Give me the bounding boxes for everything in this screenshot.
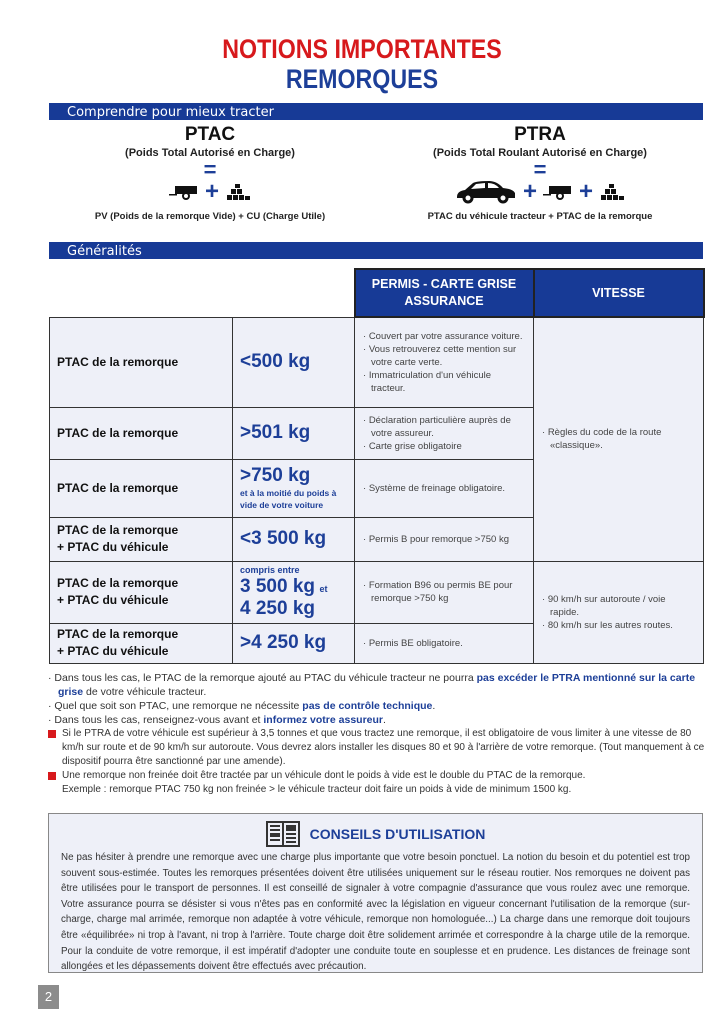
speed-limits: · 90 km/h sur autoroute / voie rapide. · 80 km/h sur les autres routes. [534,561,704,663]
page-number: 2 [38,985,59,1009]
title-line-2: REMORQUES [285,64,439,94]
ptra-formula [390,124,690,222]
ptac-formula [60,124,360,222]
row-value: >501 kg [233,407,355,459]
row-info: · Couvert par votre assurance voiture. · Vous retrouverez cette mention sur votre carte verte. · Immatriculation d'un véhicule tracteur. [355,317,534,407]
plus-sign: + [522,178,537,205]
trailer-icon [169,183,199,201]
section-header-label: Comprendre pour mieux tracter [67,105,274,120]
speed-classic: · Règles du code de la route «classique». [534,317,704,561]
row-label: PTAC de la remorque + PTAC du véhicule [50,623,233,663]
row-label: PTAC de la remorque + PTAC du véhicule [50,517,233,561]
section-header-generalites [49,242,703,259]
ptac-caption: PV (Poids de la remorque Vide) + CU (Charge Utile) [94,211,326,222]
advice-body: Ne pas hésiter à prendre une remorque avec une charge plus importante que votre besoin ponctuel. La notion du besoin et du potentiel est trop souvent sous-estimée. Toutes les remorques présentées doivent être utilisées uniquement sur le réseau routier. Nos remorques ne doivent pas être utilisées pour le transport de personnes. Il est conseillé de signaler à votre compagnie d'assurance que vous roulez avec une remorque. Votre assurance pourra se désister si vous n'êtes pas en conformité avec la législation en vigueur concernant l'utilisation de la remorque (sur-charge, charge mal arrimée, remorque non adaptée à votre véhicule, remorque non homologuée...) La charge dans une remorque doit toujours être «équilibrée» ni trop à l'avant, ni trop à l'arrière. Toute charge doit être solidement arrimée et correspondre à la charge utile de la remorque. Pour la conduite de votre remorque, il est impératif d'adopter une conduite toute en souplesse et en prudence. Les distances de freinage sont allongées et les dépassements doivent être effectués avec précaution. [61,852,690,973]
equals-sign: = [533,157,547,182]
row-info: · Permis BE obligatoire. [355,623,534,663]
generalites-table [49,268,705,664]
table-row [50,561,704,623]
red-square-icon [48,730,56,738]
advice-title: CONSEILS D'UTILISATION [309,826,486,842]
row-info: · Déclaration particulière auprès de votre assureur. · Carte grise obligatoire [355,407,534,459]
row-info: · Système de freinage obligatoire. [355,459,534,517]
row-value: >4 250 kg [233,623,355,663]
book-icon [266,821,300,847]
row-value: compris entre 3 500 kg et 4 250 kg [233,561,355,623]
row-value: <3 500 kg [233,517,355,561]
car-icon [455,179,517,205]
row-label: PTAC de la remorque [50,459,233,517]
ptra-full: (Poids Total Roulant Autorisé en Charge) [433,147,647,159]
advice-box [48,813,703,973]
header-permis: PERMIS - CARTE GRISE ASSURANCE [355,269,534,317]
row-value: >750 kg et à la moitié du poids à vide de votre voiture [233,459,355,517]
ptra-caption: PTAC du véhicule tracteur + PTAC de la remorque [427,211,653,222]
cargo-boxes-icon [225,183,251,201]
row-info: · Formation B96 ou permis BE pour remorque >750 kg [355,561,534,623]
warning-non-freinee: Une remorque non freinée doit être tractée par un véhicule dont le poids à vide est le double du PTAC de la remorque. Exemple : remorque PTAC 750 kg non freinée > le véhicule tracteur doit faire un poids à vide de minimum 1500 kg. [48,769,708,797]
section-header-label: Généralités [67,244,142,259]
ptra-abbr: PTRA [514,124,566,145]
page-title [0,34,724,94]
row-value: <500 kg [233,317,355,407]
row-label: PTAC de la remorque [50,407,233,459]
note-assureur: · Dans tous les cas, renseignez-vous avant et informez votre assureur. [48,713,708,727]
cargo-boxes-icon [599,183,625,201]
ptac-full: (Poids Total Autorisé en Charge) [125,147,295,159]
ptac-abbr: PTAC [184,124,236,145]
table-row [50,317,704,407]
table-header-blank [50,269,355,317]
plus-sign: + [579,178,594,205]
trailer-icon [543,183,573,201]
plus-sign: + [204,178,219,205]
header-vitesse: VITESSE [534,269,704,317]
row-label: PTAC de la remorque [50,317,233,407]
note-ptra: · Dans tous les cas, le PTAC de la remorque ajouté au PTAC du véhicule tracteur ne pourra pas excéder le PTRA mentionné sur la carte grise de votre véhicule tracteur. [48,671,708,699]
warning-ptra-35t: Si le PTRA de votre véhicule est supérieur à 3,5 tonnes et que vous tractez une remorque, il est obligatoire de vous limiter à une vitesse de 80 km/h sur route et de 90 km/h sur autoroute. Vous devrez alors installer les disques 80 et 90 à l'arrière de votre remorque. (Tout manquement à ce dispositif pourra être sanctionné par une amende). [48,727,708,769]
equals-sign: = [203,157,217,182]
title-line-1: NOTIONS IMPORTANTES [222,34,502,64]
note-controle: · Quel que soit son PTAC, une remorque ne nécessite pas de contrôle technique. [48,699,708,713]
section-header-comprendre [49,103,703,120]
row-label: PTAC de la remorque + PTAC du véhicule [50,561,233,623]
red-square-icon [48,772,56,780]
notes [48,671,708,797]
row-info: · Permis B pour remorque >750 kg [355,517,534,561]
